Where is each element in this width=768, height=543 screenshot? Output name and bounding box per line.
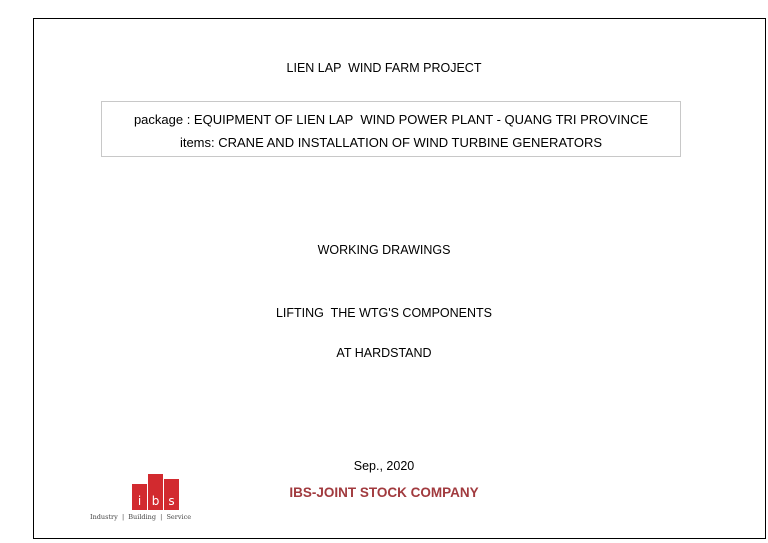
project-title: LIEN LAP WIND FARM PROJECT	[286, 61, 482, 75]
logo-letter-i: i	[137, 494, 142, 508]
ibs-logo	[90, 470, 192, 526]
items-line: items: CRANE AND INSTALLATION OF WIND TURBINE GENERATORS	[179, 135, 603, 150]
document-type: WORKING DRAWINGS	[317, 243, 451, 257]
logo-block-b	[148, 474, 163, 510]
subject-line-1: LIFTING THE WTG'S COMPONENTS	[275, 306, 493, 320]
logo-letter-s: s	[168, 494, 175, 508]
package-line: package : EQUIPMENT OF LIEN LAP WIND POWER PLANT - QUANG TRI PROVINCE	[133, 112, 649, 127]
logo-tagline: Industry | Building | Service	[90, 513, 192, 521]
subject-line-2: AT HARDSTAND	[336, 346, 432, 360]
logo-block-i	[132, 484, 147, 510]
logo-letter-b: b	[151, 494, 160, 508]
logo-block-s	[164, 479, 179, 510]
company-name: IBS-JOINT STOCK COMPANY	[289, 485, 479, 500]
date: Sep., 2020	[353, 459, 415, 473]
